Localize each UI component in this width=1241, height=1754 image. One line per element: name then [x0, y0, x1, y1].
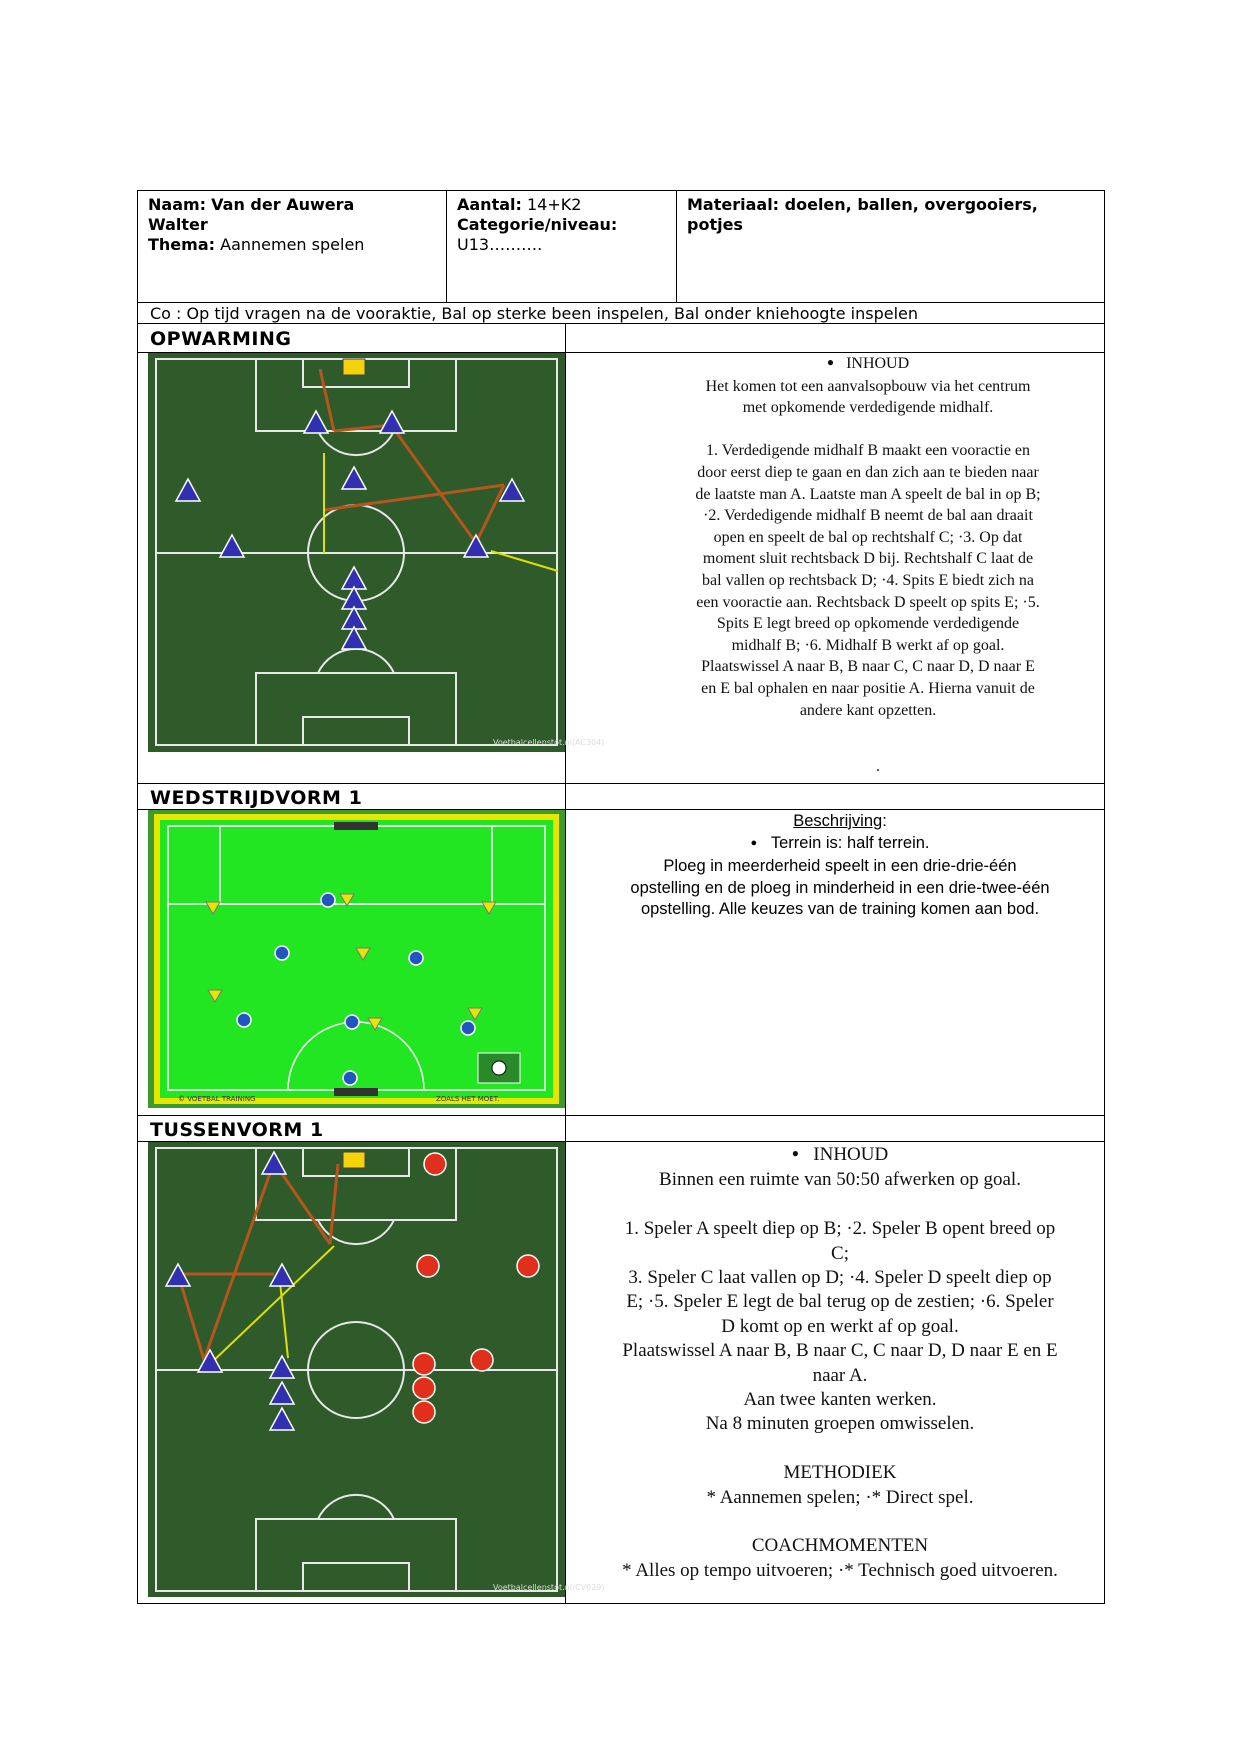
wedstrijdvorm-description — [590, 811, 1090, 921]
wedstrijdvorm-credit-left: © VOETBAL TRAINING — [178, 1095, 256, 1103]
tussenvorm-line: * Alles op tempo uitvoeren; ·* Technisch goed uitvoeren. — [622, 1559, 1058, 1581]
tussenvorm-diagram-credit: Voetbalcellenstot.nl(CV029) — [493, 1583, 605, 1592]
bullet-dot-icon: ● — [791, 1146, 800, 1160]
materiaal-line1: Materiaal: doelen, ballen, overgooiers, — [687, 195, 1038, 214]
opwarming-line: moment sluit rechtsback D bij. Rechtshalf C laat de — [702, 550, 1034, 568]
wedstrijdvorm-pitch-diagram — [148, 810, 565, 1108]
tussenvorm-line — [590, 1193, 1090, 1217]
opwarming-diagram-credit: Voetbalcellenstot.nl(AC304) — [493, 738, 605, 747]
tussenvorm-description — [590, 1143, 1090, 1583]
tussenvorm-line: E; ·5. Speler E legt de bal terug op de zestien; ·6. Speler — [626, 1291, 1054, 1313]
wedstrijdvorm-line: opstelling. Alle keuzes van de training komen aan bod. — [640, 900, 1040, 919]
name-cell — [138, 191, 444, 259]
materiaal-cell — [677, 191, 1103, 239]
tussenvorm-bullet-label: INHOUD — [813, 1144, 889, 1165]
wedstrijdvorm-line: opstelling en de ploeg in minderheid in een drie-twee-één — [630, 878, 1050, 897]
opwarming-bullet-label: INHOUD — [846, 355, 910, 372]
wedstrijdvorm-bullet-label: Terrein is: half terrein. — [770, 833, 930, 852]
tussenvorm-bullet-row — [590, 1143, 1090, 1168]
wedstrijdvorm-line: Ploeg in meerderheid speelt in een drie-drie-één — [663, 857, 1017, 876]
opwarming-line: Het komen tot een aanvalsopbouw via het centrum — [705, 377, 1031, 395]
bullet-dot-icon: ● — [826, 355, 835, 369]
opwarming-line: de laatste man A. Laatste man A speelt de bal in op B; — [695, 485, 1041, 503]
naam-value: Van der Auwera — [211, 195, 355, 214]
naam-value-line2: Walter — [148, 215, 208, 234]
tussenvorm-line: Aan twee kanten werken. — [743, 1389, 937, 1411]
aantal-cell — [447, 191, 675, 259]
thema-value: Aannemen spelen — [220, 235, 365, 254]
opwarming-line: open en speelt de bal op rechtshalf C; ·3. Op dat — [713, 528, 1023, 546]
opwarming-line: bal vallen op rechtsback D; ·4. Spits E biedt zich na — [702, 571, 1034, 589]
tussenvorm-line: D komt op en werkt af op goal. — [721, 1315, 959, 1337]
opwarming-line — [668, 419, 1068, 441]
opwarming-description — [668, 353, 1068, 721]
row-line-4 — [137, 1115, 1105, 1116]
tussenvorm-pitch-diagram — [148, 1142, 605, 1597]
naam-label: Naam: — [148, 195, 207, 214]
tussenvorm-line: Na 8 minuten groepen omwisselen. — [705, 1413, 975, 1435]
tussenvorm-line: naar A. — [812, 1364, 868, 1386]
tussenvorm-line: Plaatswissel A naar B, B naar C, C naar D, D naar E en E — [622, 1340, 1058, 1362]
wedstrijdvorm-credit-right: ZOALS HET MOET. — [436, 1095, 500, 1103]
opwarming-line: ·2. Verdedigende midhalf B neemt de bal aan draait — [703, 507, 1033, 525]
opwarming-line: en E bal ophalen en naar positie A. Hierna vanuit de — [701, 679, 1035, 697]
table-col-divider — [565, 324, 566, 1604]
wedstrijdvorm-title: WEDSTRIJDVORM 1 — [150, 787, 363, 809]
tussenvorm-line — [590, 1437, 1090, 1461]
co-line: Co : Op tijd vragen na de vooraktie, Bal op sterke been inspelen, Bal onder kniehoogte inspelen — [150, 304, 919, 323]
opwarming-line: andere kant opzetten. — [799, 701, 937, 719]
tussenvorm-line: COACHMOMENTEN — [751, 1535, 929, 1557]
tussenvorm-line: Binnen een ruimte van 50:50 afwerken op goal. — [659, 1169, 1021, 1191]
opwarming-line: met opkomende verdedigende midhalf. — [742, 399, 994, 417]
opwarming-trailing-dot: . — [876, 758, 880, 775]
aantal-value: 14+K2 — [527, 195, 582, 214]
tussenvorm-line: 3. Speler C laat vallen op D; ·4. Speler D speelt diep op — [628, 1267, 1052, 1289]
opwarming-bullet-row — [668, 353, 1068, 376]
opwarming-line: een vooractie aan. Rechtsback D speelt op spits E; ·5. — [696, 593, 1040, 611]
opwarming-line: door eerst diep te gaan en dan zich aan te bieden naar — [697, 463, 1039, 481]
tussenvorm-line: 1. Speler A speelt diep op B; ·2. Speler B opent breed op — [624, 1218, 1056, 1240]
tussenvorm-line: * Aannemen spelen; ·* Direct spel. — [706, 1486, 974, 1508]
thema-label: Thema: — [148, 235, 216, 254]
opwarming-title: OPWARMING — [150, 328, 292, 350]
aantal-label: Aantal: — [457, 195, 522, 214]
tussenvorm-title: TUSSENVORM 1 — [150, 1119, 324, 1141]
wedstrijdvorm-bullet-row — [590, 833, 1090, 857]
row-line-2 — [137, 783, 1105, 784]
wedstrijdvorm-heading-row — [590, 811, 1090, 833]
opwarming-pitch-diagram — [148, 353, 605, 752]
tussenvorm-line: METHODIEK — [783, 1462, 897, 1484]
opwarming-line: Spits E legt breed op opkomende verdedigende — [716, 615, 1020, 633]
opwarming-line: midhalf B; ·6. Midhalf B werkt af op goal. — [731, 636, 1005, 654]
categorie-value: U13………. — [457, 235, 543, 254]
materiaal-line2: potjes — [687, 215, 743, 234]
bullet-dot-icon: ● — [750, 836, 758, 849]
opwarming-line: Plaatswissel A naar B, B naar C, C naar D, D naar E — [701, 658, 1035, 676]
wedstrijdvorm-heading-colon: : — [882, 812, 887, 830]
opwarming-line: 1. Verdedigende midhalf B maakt een vooractie en — [705, 442, 1031, 460]
categorie-label: Categorie/niveau: — [457, 215, 618, 234]
wedstrijdvorm-heading: Beschrijving — [793, 812, 883, 830]
tussenvorm-line — [590, 1510, 1090, 1534]
tussenvorm-line: C; — [831, 1242, 849, 1264]
